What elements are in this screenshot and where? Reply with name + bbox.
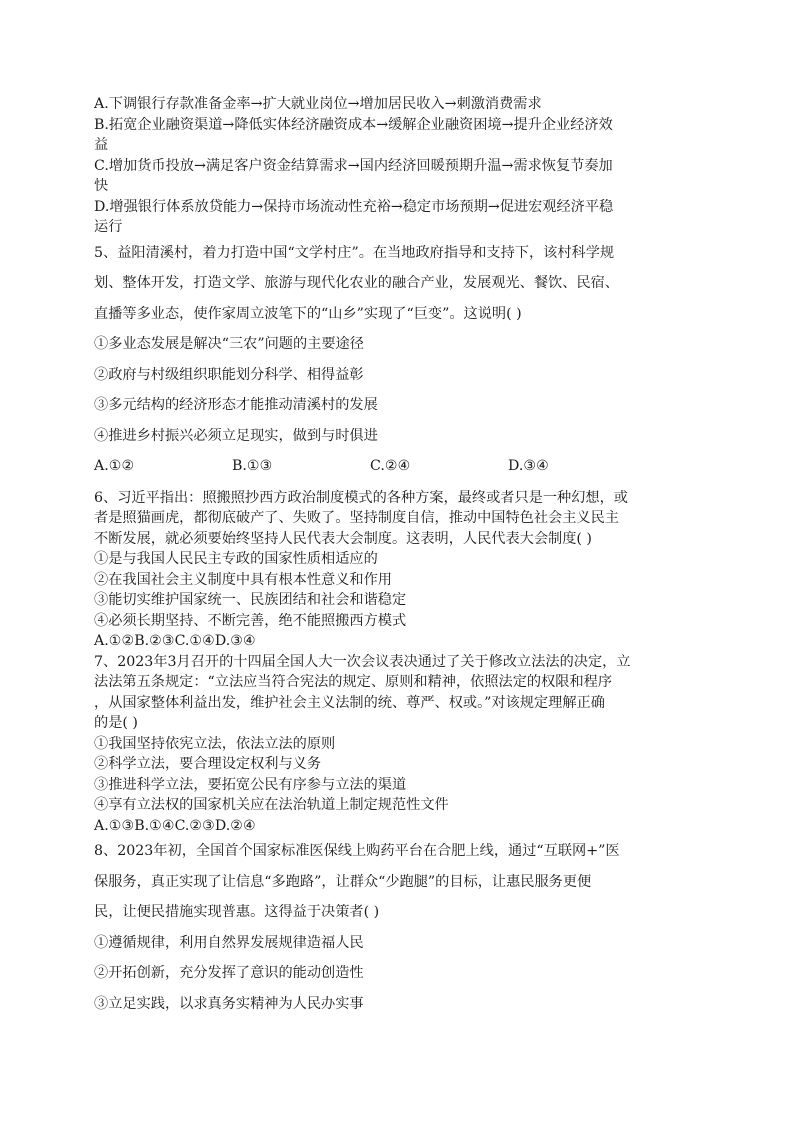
question-7-item: ④享有立法权的国家机关应在法治轨道上制定规范性文件 — [94, 797, 449, 813]
question-6-item: ①是与我国人民民主专政的国家性质相适应的 — [94, 551, 378, 567]
question-5-stem-line: 5、益阳清溪村，着力打造中国“文学村庄”。在当地政府指导和支持下，该村科学规 — [94, 244, 615, 261]
question-8-item: ③立足实践，以求真务实精神为人民办实事 — [94, 995, 364, 1012]
question-7-stem-line: ，从国家整体利益出发，维护社会主义法制的统、尊严、权或。”对该规定理解正确 — [94, 694, 605, 711]
question-8-stem-line: 民，让便民措施实现普惠。这得益于决策者( ) — [94, 904, 380, 920]
choice-b: B.①③ — [232, 458, 273, 474]
question-7-item: ②科学立法，要合理设定权利与义务 — [94, 756, 322, 772]
question-6 — [94, 488, 706, 652]
question-7-item: ①我国坚持依宪立法，依法立法的原则 — [94, 735, 336, 752]
question-7-stem-line: 7、2023年3月召开的十四届全国人大一次会议表决通过了关于修改立法法的决定，立 — [94, 653, 631, 670]
question-5-item: ③多元结构的经济形态才能推动清溪村的发展 — [94, 397, 378, 413]
option-d-continued: 运行 — [94, 219, 123, 235]
question-5-item: ①多业态发展是解决“三农”问题的主要途径 — [94, 336, 364, 352]
question-7-stem-line: 的是( ) — [94, 715, 138, 731]
question-5-choices — [94, 451, 706, 482]
question-7-item: ③推进科学立法，要拓宽公民有序参与立法的渠道 — [94, 776, 407, 793]
question-5 — [94, 238, 706, 482]
question-6-item: ②在我国社会主义制度中具有根本性意义和作用 — [94, 571, 392, 588]
question-8-stem-line: 保服务，真正实现了让信息“多跑路”，让群众“少跑腿”的目标，让惠民服务更便 — [94, 873, 592, 890]
question-7-stem-line: 法法第五条规定：“立法应当符合宪法的规定、原则和精神，依照法定的权限和程序 — [94, 674, 613, 690]
option-b-continued: 益 — [94, 137, 109, 153]
question-6-stem-line: 者是照猫画虎，都彻底破产了、失败了。坚持制度自信，推动中国特色社会主义民主 — [94, 510, 619, 526]
option-b: B.拓宽企业融资渠道→降低实体经济融资成本→缓解企业融资困境→提升企业经济效 — [94, 116, 613, 133]
choice-c: C.②④ — [370, 458, 411, 474]
question-6-item: ③能切实维护国家统一、民族团结和社会和谐稳定 — [94, 592, 407, 608]
question-6-stem-line: 6、习近平指出：照搬照抄西方政治制度模式的各种方案，最终或者只是一种幻想，或 — [94, 489, 628, 506]
question-7 — [94, 652, 706, 837]
question-8-item: ①遵循规律，利用自然界发展规律造福人民 — [94, 934, 364, 951]
question-6-choices: A.①②B.②③C.①④D.③④ — [94, 633, 256, 649]
option-c: C.增加货币投放→满足客户资金结算需求→国内经济回暖预期升温→需求恢复节奏加 — [94, 157, 613, 174]
option-a: A.下调银行存款准备金率→扩大就业岗位→增加居民收入→刺激消费需求 — [94, 96, 542, 112]
choice-a: A.①② — [94, 458, 135, 474]
option-c-continued: 快 — [94, 178, 109, 194]
question-5-item: ④推进乡村振兴必须立足现实，做到与时俱进 — [94, 427, 378, 444]
question-4-options — [94, 94, 706, 238]
question-7-choices: A.①③B.①④C.②③D.②④ — [94, 817, 256, 834]
question-5-stem-line: 直播等多业态，使作家周立波笔下的“山乡”实现了“巨变”。这说明( ) — [94, 305, 522, 322]
question-6-stem-line: 不断发展，就必须要始终坚持人民代表大会制度。这表明，人民代表大会制度( ) — [94, 530, 592, 547]
exam-page — [94, 94, 706, 1019]
question-6-item: ④必须长期坚持、不断完善，绝不能照搬西方模式 — [94, 612, 407, 629]
question-8-stem-line: 8、2023年初，全国首个国家标准医保线上购药平台在合肥上线，通过“互联网+”医 — [94, 843, 620, 859]
question-8-item: ②开拓创新，充分发挥了意识的能动创造性 — [94, 965, 364, 981]
choice-d: D.③④ — [508, 458, 549, 474]
question-8 — [94, 836, 706, 1019]
question-5-item: ②政府与村级组织职能划分科学、相得益彰 — [94, 366, 364, 383]
question-5-stem-line: 划、整体开发，打造文学、旅游与现代化农业的融合产业，发展观光、餐饮、民宿、 — [94, 275, 619, 291]
option-d: D.增强银行体系放贷能力→保持市场流动性充裕→稳定市场预期→促进宏观经济平稳 — [94, 198, 614, 215]
